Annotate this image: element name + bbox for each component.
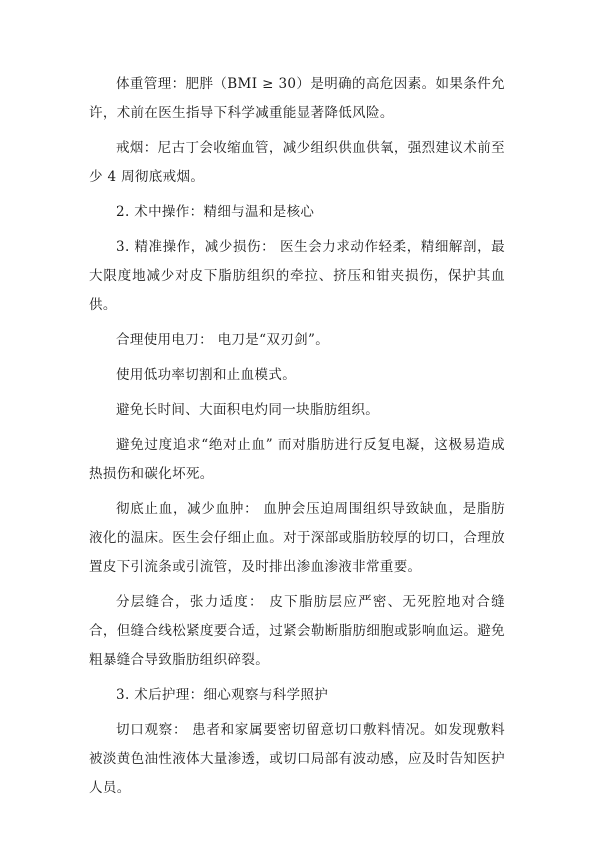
section-heading-postoperative: 3. 术后护理：细心观察与科学照护: [116, 687, 329, 703]
paragraph-precise-operation: 3. 精准操作，减少损伤： 医生会力求动作轻柔，精细解剖，最大限度地减少对皮下脂肪组织的牵拉、挤压和钳夹损伤，保护其血供。: [89, 239, 505, 313]
paragraph-quit-smoking: 戒烟：尼古丁会收缩血管，减少组织供血供氧，强烈建议术前至少 4 周彻底戒烟。: [89, 140, 505, 185]
paragraph-electrocautery: 合理使用电刀： 电刀是“双刃剑”。: [116, 332, 330, 348]
paragraph-incision-observation: 切口观察： 患者和家属要密切留意切口敷料情况。如发现敷料被淡黄色油性液体大量渗透，或切口局部有波动感，应及时告知医护人员。: [89, 722, 505, 796]
paragraph-weight-management: 体重管理：肥胖（BMI ≥ 30）是明确的高危因素。如果条件允许，术前在医生指导下科学减重能显著降低风险。: [89, 76, 505, 121]
paragraph-low-power: 使用低功率切割和止血模式。: [116, 367, 297, 383]
document-body: [89, 70, 505, 803]
paragraph-layered-suture: 分层缝合，张力适度： 皮下脂肪层应严密、无死腔地对合缝合，但缝合线松紧度要合适，过紧会勒断脂肪细胞或影响血运。避免粗暴缝合导致脂肪组织碎裂。: [89, 594, 505, 668]
paragraph-avoid-overcoagulation: 避免过度追求“绝对止血” 而对脂肪进行反复电凝，这极易造成热损伤和碳化坏死。: [89, 437, 505, 482]
paragraph-avoid-long-cautery: 避免长时间、大面积电灼同一块脂肪组织。: [116, 402, 380, 418]
paragraph-hemostasis: 彻底止血，减少血肿： 血肿会压迫周围组织导致缺血，是脂肪液化的温床。医生会仔细止血。对于深部或脂肪较厚的切口，合理放置皮下引流条或引流管，及时排出渗血渗液非常重要。: [89, 501, 505, 575]
section-heading-intraoperative: 2. 术中操作：精细与温和是核心: [116, 204, 315, 220]
